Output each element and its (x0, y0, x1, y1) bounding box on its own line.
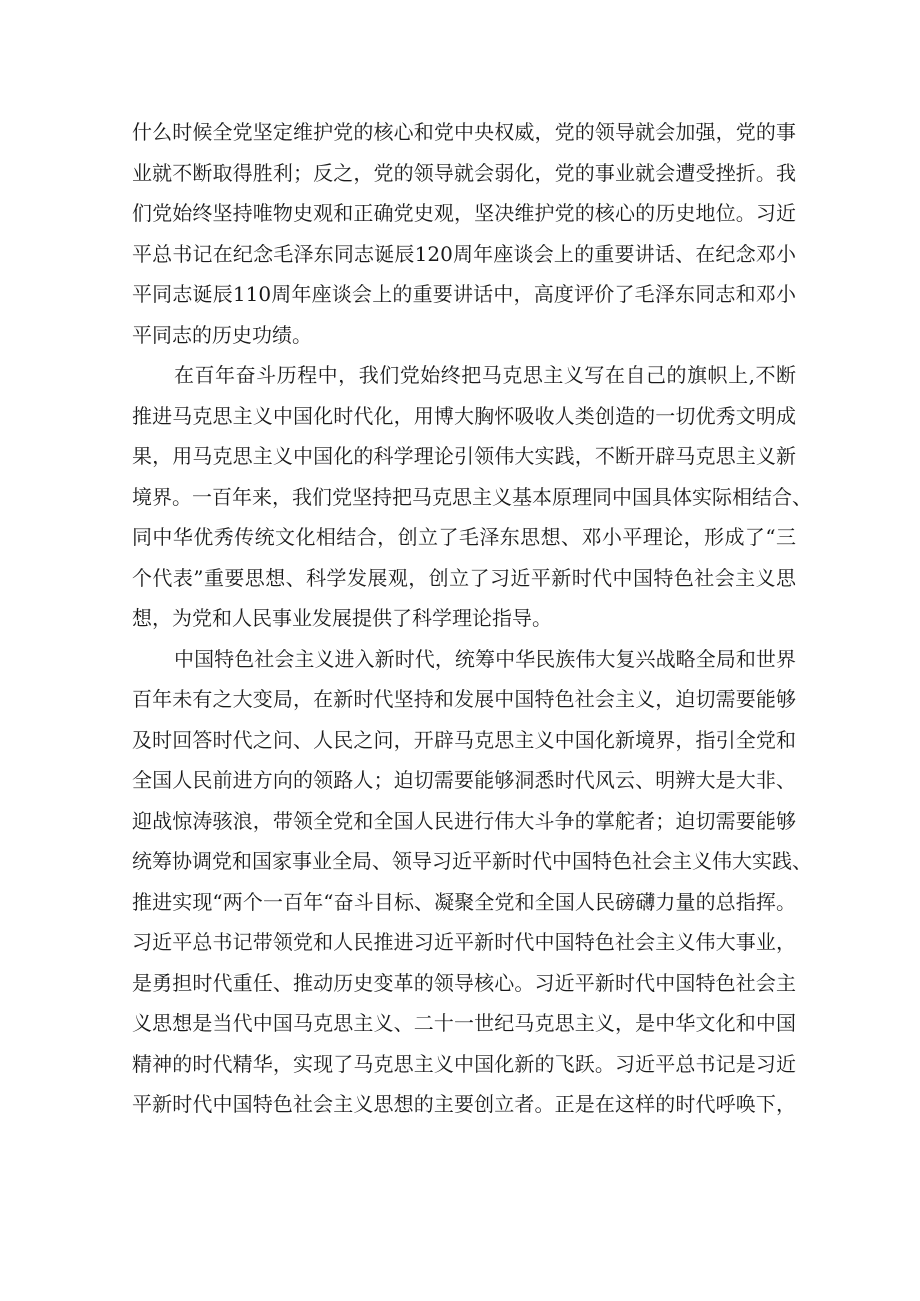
text-line: 平新时代中国特色社会主义思想的主要创立者。正是在这样的时代呼唤下， (132, 1092, 796, 1116)
text-line: 想，为党和人民事业发展提供了科学理论指导。 (132, 606, 552, 630)
text-line: 个代表”重要思想、科学发展观，创立了习近平新时代中国特色社会主义思 (132, 565, 796, 590)
text-line: 在百年奋斗历程中，我们党始终把马克思主义写在自己的旗帜上,不断 (174, 363, 796, 387)
text-line: 们党始终坚持唯物史观和正确党史观，坚决维护党的核心的历史地位。习近 (132, 201, 796, 225)
text-line: 境界。一百年来，我们党坚持把马克思主义基本原理同中国具体实际相结合、 (132, 484, 812, 509)
text-line: 平总书记在纪念毛泽东同志诞辰120周年座谈会上的重要讲话、在纪念邓小 (132, 241, 796, 266)
text-line: 果，用马克思主义中国化的科学理论引领伟大实践，不断开辟马克思主义新 (132, 444, 796, 468)
text-line: 百年未有之大变局，在新时代坚持和发展中国特色社会主义，迫切需要能够 (132, 687, 796, 711)
text-line: 什么时候全党坚定维护党的核心和党中央权威，党的领导就会加强，党的事 (132, 120, 796, 144)
text-line: 业就不断取得胜利；反之，党的领导就会弱化，党的事业就会遭受挫折。我 (132, 160, 796, 185)
text-line: 中国特色社会主义进入新时代，统筹中华民族伟大复兴战略全局和世界 (174, 646, 796, 671)
text-line: 统筹协调党和国家事业全局、领导习近平新时代中国特色社会主义伟大实践、 (132, 849, 812, 873)
text-line: 平同志的历史功绩。 (132, 322, 312, 347)
text-line: 精神的时代精华，实现了马克思主义中国化新的飞跃。习近平总书记是习近 (132, 1051, 796, 1076)
text-line: 及时回答时代之问、人民之问，开辟马克思主义中国化新境界，指引全党和 (132, 727, 796, 752)
document-body (132, 112, 812, 1125)
text-line: 义思想是当代中国马克思主义、二十一世纪马克思主义，是中华文化和中国 (132, 1011, 796, 1035)
text-line: 平同志诞辰110周年座谈会上的重要讲话中，高度评价了毛泽东同志和邓小 (132, 282, 796, 306)
text-line: 习近平总书记带领党和人民推进习近平新时代中国特色社会主义伟大事业， (132, 930, 796, 954)
text-line: 全国人民前进方向的领路人；迫切需要能够洞悉时代风云、明辨大是大非、 (132, 768, 796, 792)
text-line: 推进实现“两个一百年“奋斗目标、凝聚全党和全国人民磅礴力量的总指挥。 (132, 889, 796, 914)
text-line: 是勇担时代重任、推动历史变革的领导核心。习近平新时代中国特色社会主 (132, 970, 796, 995)
text-line: 同中华优秀传统文化相结合，创立了毛泽东思想、邓小平理论，形成了“三 (132, 525, 796, 549)
text-line: 推进马克思主义中国化时代化，用博大胸怀吸收人类创造的一切优秀文明成 (132, 403, 796, 428)
text-line: 迎战惊涛骇浪，带领全党和全国人民进行伟大斗争的掌舵者；迫切需要能够 (132, 808, 796, 833)
